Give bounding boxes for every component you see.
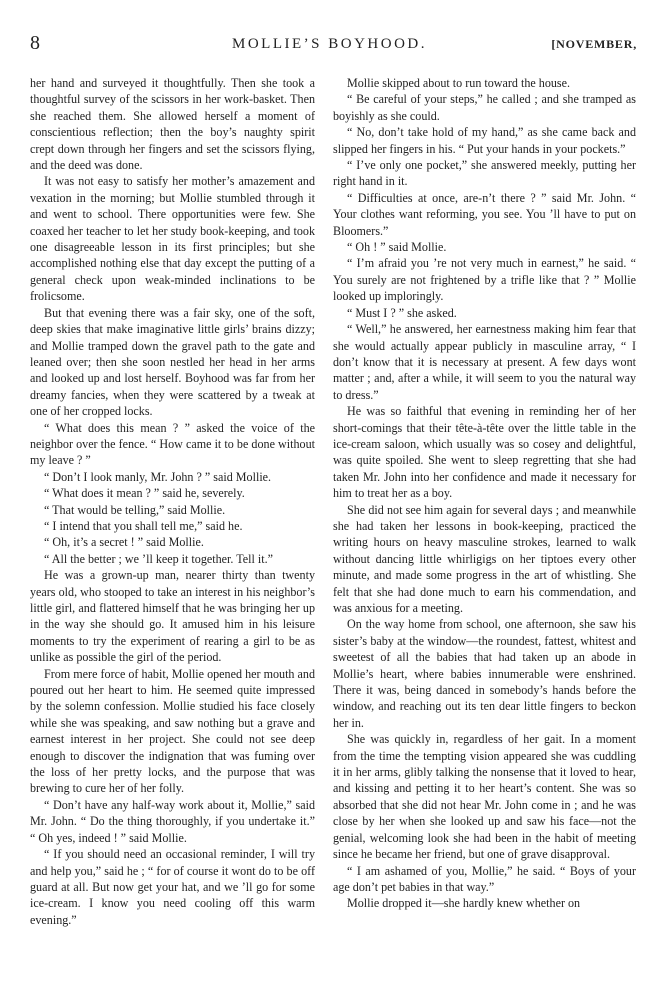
- paragraph: “ That would be telling,” said Mollie.: [44, 502, 226, 517]
- paragraph: “ Oh ! ” said Mollie.: [347, 240, 447, 255]
- paragraph: her hand and surveyed it thoughtfully. Then she took a thoughtful survey of the scissors in her work-basket. Then she reached them. She allowed herself a moment of conscientious reflection; then the boy’s naughty spirit crept down through her fingers and set the scissors flying, and the deed was done.: [30, 76, 315, 173]
- issue-month: [NOVEMBER,: [551, 37, 637, 51]
- paragraph: “ All the better ; we ’ll keep it together. Tell it.”: [44, 551, 273, 566]
- paragraph: She was quickly in, regardless of her gait. In a moment from the time the tempting vision appeared she was cuddling it in her arms, glibly talking the nonsense that it loved to hear, and kissing and petting it to her heart’s content. She was so absorbed that she did not hear Mr. John come in ; and he was close by her when she looked up and saw his face—not the genial, welcoming look she had been in the habit of meeting since he became her friend, but one of grave disapproval.: [333, 732, 636, 862]
- paragraph: “ Oh, it’s a secret ! ” said Mollie.: [44, 535, 204, 550]
- paragraph: “ I am ashamed of you, Mollie,” he said. “ Boys of your age don’t pet babies in that way.”: [333, 863, 636, 894]
- page-number: 8: [30, 32, 40, 54]
- paragraph: “ Don’t have any half-way work about it, Mollie,” said Mr. John. “ Do the thing thoroughly, if you undertake it.” “ Oh yes, indeed ! ” said Mollie.: [30, 797, 315, 845]
- right-column: [333, 75, 636, 975]
- paragraph: “ If you should need an occasional reminder, I will try and help you,” said he ; “ for of course it wont do to be off guard at all. But now get your hat, and we ’ll go for some ice-cream. I know you need cooling off this warm evening.”: [30, 847, 315, 927]
- paragraph: He was so faithful that evening in reminding her of her short-comings that their tête-à-tête over the little table in the ice-cream saloon, which usually was so cosey and delightful, was quite spoiled. She went to sleep regretting that she had taken Mr. John into her confidence and made it necessary for him to treat her as a boy.: [333, 404, 636, 501]
- paragraph: Mollie skipped about to run toward the house.: [347, 76, 571, 90]
- paragraph: “ I’ve only one pocket,” she answered meekly, putting her right hand in it.: [333, 158, 636, 189]
- paragraph: “ No, don’t take hold of my hand,” as she came back and slipped her fingers in his. “ Put your hands in your pockets.”: [333, 125, 636, 156]
- left-column: [30, 75, 315, 975]
- paragraph: “ Don’t I look manly, Mr. John ? ” said Mollie.: [44, 469, 272, 484]
- paragraph: “ Well,” he answered, her earnestness making him fear that she would actually appear publicly in masculine array, “ I don’t know that it is necessary at present. A few days wont matter ; and, after a while, it will seem to you the natural way to dress.”: [333, 322, 636, 402]
- paragraph: “ Difficulties at once, are-n’t there ? ” said Mr. John. “ Your clothes want reforming, you see. You ’ll have to put on Bloomers.”: [333, 190, 636, 238]
- paragraph: It was not easy to satisfy her mother’s amazement and vexation in the morning; but Mollie stumbled through it and went to school. There opportunities were few. She coaxed her teacher to let her study book-keeping, and took one disagreeable lesson in its first principles; but she accomplished nothing else that day except the putting of a general check upon weak-minded inclinations to be frolicsome.: [30, 174, 315, 304]
- paragraph: “ Be careful of your steps,” he called ; and she tramped as boyishly as she could.: [333, 92, 636, 123]
- paragraph: “ I intend that you shall tell me,” said he.: [44, 518, 243, 533]
- paragraph: “ What does it mean ? ” said he, severely.: [44, 486, 245, 501]
- page-header: [22, 30, 637, 56]
- paragraph: He was a grown-up man, nearer thirty than twenty years old, who stooped to take an interest in his neighbor’s little girl, and flattered himself that he was bringing her up in the way she should go. It amused him in his leisure moments to try the experiment of rearing a girl to be as unlike as possible the girl of the period.: [30, 568, 315, 665]
- paragraph: But that evening there was a fair sky, one of the soft, deep skies that make imaginative little girls’ brains dizzy; and Mollie tramped down the gravel path to the gate and leaned over; then she soon nestled her head in her arms and looked up and lost herself. Boyhood was far from her dreamy fancies, when they were scattered by a tweak at one of her cropped locks.: [30, 305, 315, 419]
- paragraph: Mollie dropped it—she hardly knew whether on: [347, 896, 581, 911]
- paragraph: On the way home from school, one afternoon, she saw his sister’s baby at the window—the roundest, fattest, whitest and sweetest of all the babies that had taken up an abode in Mollie’s heart, where babies innumerable were enshrined. There it was, being danced in somebody’s hands before the window, and reaching out its ten dear little fingers to beckon her in.: [333, 617, 636, 730]
- paragraph: From mere force of habit, Mollie opened her mouth and poured out her heart to him. He seemed quite impressed by the solemn confession. Mollie studied his face closely while she was speaking, and saw nothing but a grave and earnest interest in her project. She could not see deep enough to discover the indignation that was fuming over the loss of her pretty locks, and the purpose that was brewing to cure her of her folly.: [30, 666, 315, 796]
- paragraph: “ I’m afraid you ’re not very much in earnest,” he said. “ You surely are not frightened by a trifle like that ? ” Mollie looked up imploringly.: [333, 256, 636, 304]
- paragraph: She did not see him again for several days ; and meanwhile she had taken her lessons in book-keeping, practiced the writing hours on heavy masculine strokes, learned to walk without dancing little whirligigs on her tiptoes every other minute, and made some progress in the art of whistling. She felt that she had done much to earn his commendation, and was anxious for a meeting.: [333, 502, 636, 615]
- paragraph: “ What does this mean ? ” asked the voice of the neighbor over the fence. “ How came it to be done without my leave ? ”: [30, 420, 315, 468]
- paragraph: “ Must I ? ” she asked.: [347, 305, 457, 320]
- running-title: MOLLIE’S BOYHOOD.: [232, 36, 427, 52]
